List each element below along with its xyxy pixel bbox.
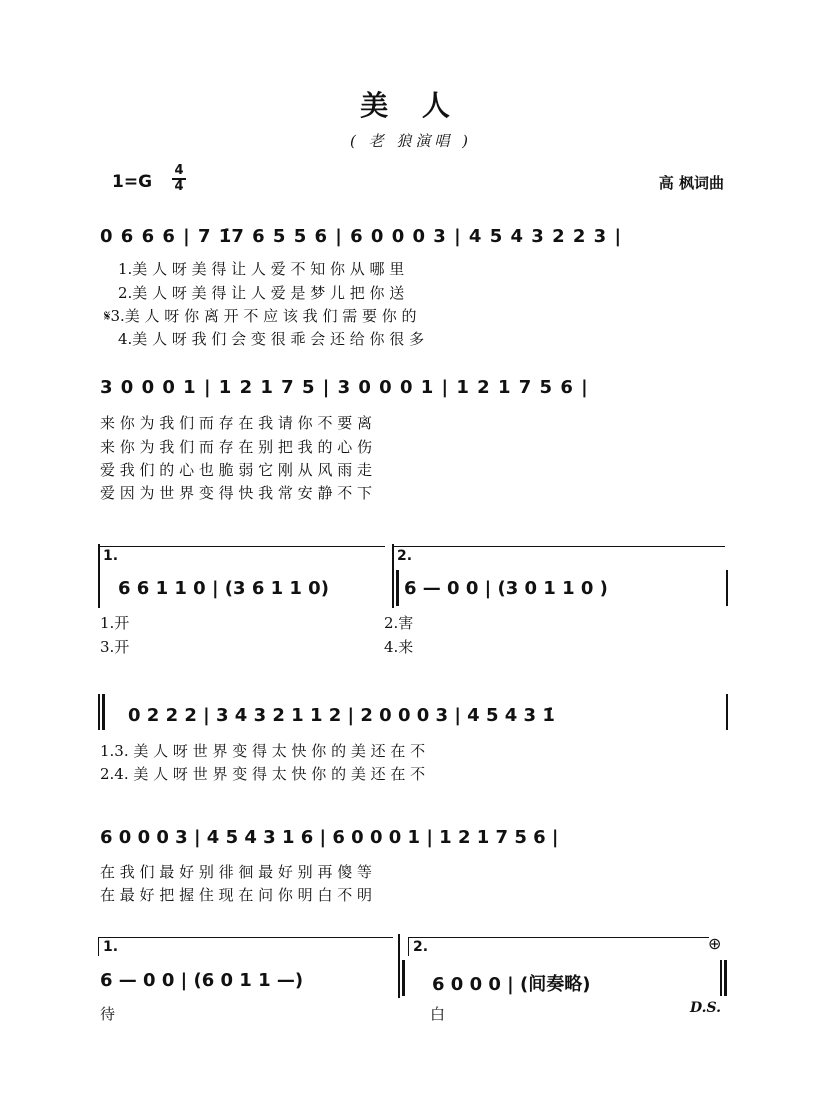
- lyric-row-6-a: 待: [100, 1005, 116, 1023]
- lyric-row-3-a-1: 1.开: [100, 614, 130, 632]
- volta-bracket-1b: [98, 937, 393, 956]
- repeat-start-thick: [102, 694, 105, 730]
- song-title: 美 人: [360, 89, 462, 122]
- repeat-end-thick: [402, 960, 405, 996]
- score-row-5: 6 0 0 0 3 | 4 5 4 3 1 6 | 6 0 0 0 1 | 1 2 1 7 5 6 |: [100, 827, 559, 848]
- repeat-end-barline: [398, 934, 400, 998]
- time-bottom: 4: [174, 179, 184, 194]
- final-barline-thick: [724, 960, 727, 996]
- lyric-row-4-verse-2: 2.4. 美 人 呀 世 界 变 得 太 快 你 的 美 还 在 不: [100, 765, 426, 783]
- lyric-row-1-verse-1: 1.美 人 呀 美 得 让 人 爱 不 知 你 从 哪 里: [118, 260, 405, 278]
- barline: [726, 570, 728, 606]
- time-top: 4: [174, 163, 184, 178]
- final-barline-thin: [720, 960, 722, 996]
- volta-bracket-2b: [408, 937, 709, 956]
- volta-label-2: 2.: [397, 548, 413, 564]
- volta-bracket-2: [392, 546, 725, 565]
- lyric-row-3-b-2: 4.来: [384, 638, 414, 656]
- lyric-row-5-verse-2: 在 最 好 把 握 住 现 在 问 你 明 白 不 明: [100, 886, 372, 904]
- composer-credit: 高 枫词曲: [658, 174, 724, 192]
- lyric-row-2-verse-2: 来 你 为 我 们 而 存 在 别 把 我 的 心 伤: [100, 438, 372, 456]
- volta-label-2b: 2.: [413, 939, 429, 955]
- lyric-row-2-verse-4: 爱 因 为 世 界 变 得 快 我 常 安 静 不 下: [100, 484, 372, 502]
- score-row-3-ending-1: 6 6 1 1 0 | (3 6 1 1 0): [118, 578, 329, 599]
- barline: [98, 544, 100, 608]
- performer-credit: ( 老 狼演唱 ): [349, 132, 472, 150]
- lyric-row-3-b-1: 2.害: [384, 614, 414, 632]
- repeat-start-thin: [98, 694, 100, 730]
- lyric-row-1-verse-3: 𝄋3.美 人 呀 你 离 开 不 应 该 我 们 需 要 你 的: [104, 307, 417, 325]
- score-row-2: 3 0 0 0 1 | 1 2 1 7 5 | 3 0 0 0 1 | 1 2 1 7 5 6 |: [100, 377, 588, 398]
- score-row-6-ending-1: 6 — 0 0 | (6 0 1 1 —): [100, 970, 304, 991]
- key-signature: 1=G: [112, 172, 153, 192]
- repeat-end-barline: [392, 544, 394, 608]
- lyric-row-5-verse-1: 在 我 们 最 好 别 徘 徊 最 好 别 再 傻 等: [100, 863, 372, 881]
- time-signature: [172, 165, 186, 193]
- lyric-row-1-verse-2: 2.美 人 呀 美 得 让 人 爱 是 梦 儿 把 你 送: [118, 284, 405, 302]
- score-row-4: 0 2 2 2 | 3 4 3 2 1 1 2 | 2 0 0 0 3 | 4 5 4 3 1̇: [128, 705, 555, 726]
- volta-label-1b: 1.: [103, 939, 119, 955]
- score-row-1: 0 6 6 6 | 7 1̇7 6 5 5 6 | 6 0 0 0 3 | 4 5 4 3 2 2 3 |: [100, 226, 622, 247]
- lyric-row-6-b: 白: [430, 1005, 446, 1023]
- coda-symbol: ⊕: [708, 934, 722, 953]
- lyric-row-2-verse-1: 来 你 为 我 们 而 存 在 我 请 你 不 要 离: [100, 414, 372, 432]
- repeat-end-thick: [396, 570, 399, 606]
- lyric-row-3-a-2: 3.开: [100, 638, 130, 656]
- lyric-row-2-verse-3: 爱 我 们 的 心 也 脆 弱 它 刚 从 风 雨 走: [100, 461, 372, 479]
- dal-segno-mark: D.S.: [690, 1000, 722, 1016]
- volta-bracket-1: [98, 546, 385, 565]
- lyric-row-4-verse-1: 1.3. 美 人 呀 世 界 变 得 太 快 你 的 美 还 在 不: [100, 742, 426, 760]
- lyric-row-1-verse-4: 4.美 人 呀 我 们 会 变 很 乖 会 还 给 你 很 多: [118, 330, 425, 348]
- score-row-6-ending-2: 6 0 0 0 | (间奏略): [432, 974, 591, 995]
- volta-label-1: 1.: [103, 548, 119, 564]
- score-row-3-ending-2: 6 — 0 0 | (3 0 1 1 0 ): [404, 578, 608, 599]
- barline: [726, 694, 728, 730]
